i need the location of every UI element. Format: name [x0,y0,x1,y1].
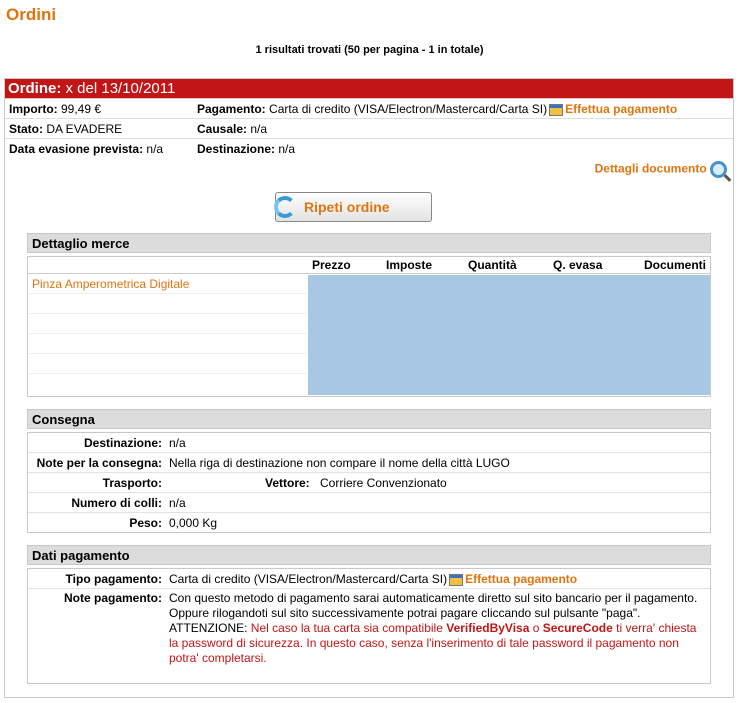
table-row [28,334,306,354]
page-title: Ordini [6,5,57,24]
pay-link[interactable]: Effettua pagamento [565,102,678,116]
note-consegna-value: Nella riga di destinazione non compare il nome della città LUGO [169,456,510,470]
item-link[interactable]: Pinza Amperometrica Digitale [32,277,190,291]
consegna-box [27,432,711,533]
info-row-data [5,139,733,159]
repeat-order-button[interactable] [275,192,432,222]
section-dati-pagamento: Dati pagamento [27,545,711,565]
consegna-destinazione-row [28,433,710,453]
colli-value: n/a [169,496,186,510]
colli-label: Numero di colli: [71,496,162,510]
results-count: 1 risultati trovati (50 per pagina - 1 in totale) [255,44,484,56]
trasporto-label: Trasporto: [102,476,162,490]
credit-card-icon[interactable] [549,104,563,116]
credit-card-icon[interactable] [449,574,463,586]
info-row-importo [5,99,733,119]
pay-link[interactable]: Effettua pagamento [465,572,578,586]
data-label: Data evasione prevista: [9,142,144,156]
table-row [28,314,306,334]
info-row-stato [5,119,733,139]
pagamento-value: Carta di credito (VISA/Electron/Mastercard/Carta SI) [269,102,548,116]
pagamento-box [27,568,711,684]
col-imposte: Imposte [386,258,433,272]
col-quantita: Quantità [468,258,517,272]
tipo-pagamento-value: Carta di credito (VISA/Electron/Mastercard/Carta SI) [169,572,448,586]
stato-label: Stato: [9,122,43,136]
peso-label: Peso: [129,516,162,530]
causale-value: n/a [250,122,268,136]
note-pagamento-text [169,591,699,666]
dest-label: Destinazione: [197,142,276,156]
refresh-icon [274,196,296,218]
details-document-label[interactable]: Dettagli documento [594,161,707,176]
col-q-evasa: Q. evasa [553,258,603,272]
pagamento-label: Pagamento: [197,102,266,116]
order-header [5,79,733,99]
vettore-label: Vettore: [265,476,310,490]
table-row [28,374,306,394]
col-documenti: Documenti [644,258,707,272]
dest-value: n/a [278,142,296,156]
importo-value: 99,49 € [61,102,102,116]
attention-text-1: Nel caso la tua carta sia compatibile [250,621,443,635]
consegna-peso-row [28,513,710,533]
order-panel [4,78,734,698]
note-pagamento-body: Con questo metodo di pagamento sarai automaticamente diretto sul sito bancario per il pagamento. Oppure rilogandoti sul sito successivamente potrai pagare cliccando sul pulsante "paga". [169,591,698,620]
tipo-pagamento-label: Tipo pagamento: [65,572,162,586]
merce-table-header [28,257,710,274]
consegna-note-row [28,453,710,473]
table-row [28,294,306,314]
table-row [28,274,306,294]
vettore-value: Corriere Convenzionato [320,476,447,490]
stato-value: DA EVADERE [46,122,123,136]
col-prezzo: Prezzo [312,258,351,272]
details-document-link[interactable] [595,161,727,178]
note-pagamento-label: Note pagamento: [63,591,162,605]
causale-label: Causale: [197,122,248,136]
destinazione-label: Destinazione: [83,436,162,450]
magnifier-icon[interactable] [710,161,727,178]
tipo-pagamento-row [28,569,710,589]
attention-label: ATTENZIONE: [169,621,248,635]
item-values-area [308,275,710,395]
attention-text-2: ti verra' chiesta la password di sicurezza. In questo caso, senza l'inserimento di tale password il pagamento non potra' completarsi. [169,621,697,665]
note-consegna-label: Note per la consegna: [36,456,162,470]
attention-o: o [532,621,540,635]
order-header-value: x del 13/10/2011 [65,80,176,97]
destinazione-value: n/a [169,436,186,450]
peso-value: 0,000 Kg [169,516,218,530]
consegna-colli-row [28,493,710,513]
repeat-order-label: Ripeti ordine [304,199,390,215]
section-consegna: Consegna [27,409,711,429]
merce-table [27,256,711,397]
order-header-label: Ordine: [8,80,62,97]
verified-by-visa: VerifiedByVisa [446,621,530,635]
table-row [28,354,306,374]
consegna-trasporto-row [28,473,710,493]
section-dettaglio-merce: Dettaglio merce [27,233,711,253]
data-value: n/a [146,142,164,156]
importo-label: Importo: [9,102,58,116]
securecode: SecureCode [542,621,613,635]
